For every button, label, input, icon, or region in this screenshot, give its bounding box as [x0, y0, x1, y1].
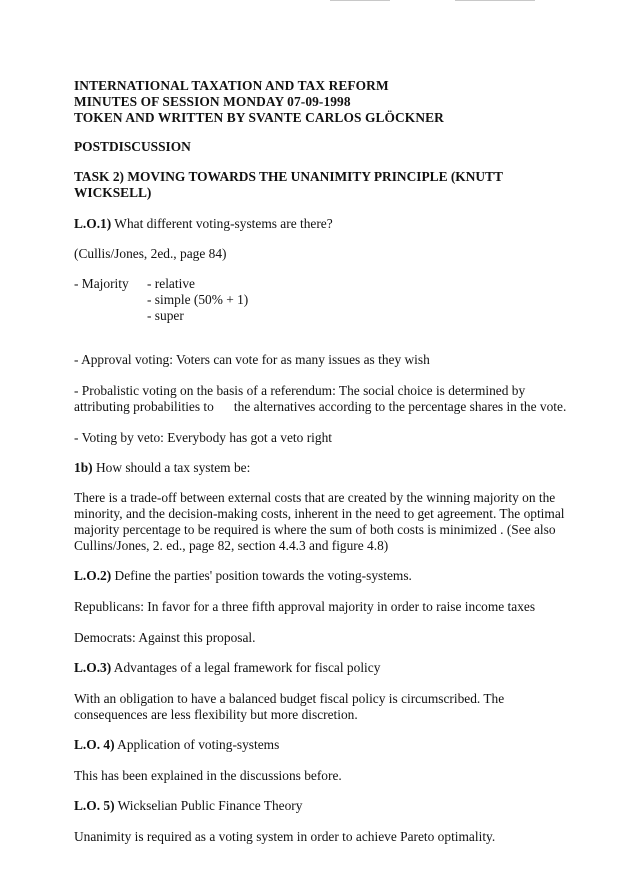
- probabilistic-line-1: - Probalistic voting on the basis of a referendum: The social choice is determined by: [74, 383, 526, 398]
- document-header: [74, 78, 574, 126]
- majority-item-super: - super: [147, 308, 184, 323]
- lo5-answer: Unanimity is required as a voting system in order to achieve Pareto optimality.: [74, 829, 496, 844]
- lo3-question: Advantages of a legal framework for fiscal policy: [111, 660, 381, 675]
- b1-answer-line-1: There is a trade-off between external costs that are created by the winning majority on the: [74, 490, 556, 505]
- veto-voting: - Voting by veto: Everybody has got a veto right: [74, 430, 332, 445]
- scan-artifact-line: [455, 0, 535, 1]
- lo5-question: Wickselian Public Finance Theory: [114, 798, 303, 813]
- header-author: TOKEN AND WRITTEN BY SVANTE CARLOS GLÖCKNER: [74, 110, 444, 125]
- section-title: POSTDISCUSSION: [74, 139, 191, 154]
- lo3-label: L.O.3): [74, 660, 112, 675]
- lo2-question: Define the parties' position towards the voting-systems.: [111, 568, 412, 583]
- lo3-heading: [74, 660, 574, 676]
- scan-artifact-line: [330, 0, 390, 1]
- header-session: MINUTES OF SESSION MONDAY 07-09-1998: [74, 94, 351, 109]
- b1-answer-line-4: Cullins/Jones, 2. ed., page 82, section 4.4.3 and figure 4.8): [74, 538, 389, 553]
- lo1-reference: (Cullis/Jones, 2ed., page 84): [74, 246, 227, 261]
- lo3-answer-line-1: With an obligation to have a balanced budget fiscal policy is circumscribed. The: [74, 691, 505, 706]
- lo5-heading: [74, 798, 574, 814]
- b1-answer: [74, 490, 634, 554]
- lo5-label: L.O. 5): [74, 798, 115, 813]
- b1-heading: [74, 460, 574, 476]
- lo4-label: L.O. 4): [74, 737, 115, 752]
- lo4-answer: This has been explained in the discussions before.: [74, 768, 342, 783]
- lo4-heading: [74, 737, 574, 753]
- lo3-answer-line-2: consequences are less flexibility but more discretion.: [74, 707, 358, 722]
- approval-voting: - Approval voting: Voters can vote for as many issues as they wish: [74, 352, 430, 367]
- majority-label: - Majority: [74, 276, 129, 291]
- b1-label: 1b): [74, 460, 93, 475]
- lo1-label: L.O.1): [74, 216, 112, 231]
- lo2-label: L.O.2): [74, 568, 112, 583]
- probabilistic-voting: [74, 383, 634, 415]
- lo3-answer: [74, 691, 634, 723]
- b1-answer-line-3: majority percentage to be required is where the sum of both costs is minimized . (See also: [74, 522, 556, 537]
- lo2-heading: [74, 568, 574, 584]
- probabilistic-line-2: attributing probabilities to the alternatives according to the percentage shares in the vote.: [74, 399, 567, 414]
- majority-item-relative: - relative: [147, 276, 195, 291]
- b1-answer-line-2: minority, and the decision-making costs, inherent in the need to get agreement. The optimal: [74, 506, 565, 521]
- lo2-republicans: Republicans: In favor for a three fifth approval majority in order to raise income taxes: [74, 599, 536, 614]
- task-title: TASK 2) MOVING TOWARDS THE UNANIMITY PRINCIPLE (KNUTT WICKSELL): [74, 169, 503, 200]
- header-course-title: INTERNATIONAL TAXATION AND TAX REFORM: [74, 78, 389, 93]
- lo2-democrats: Democrats: Against this proposal.: [74, 630, 256, 645]
- lo1-question: What different voting-systems are there?: [111, 216, 333, 231]
- b1-question: How should a tax system be:: [92, 460, 251, 475]
- lo4-question: Application of voting-systems: [114, 737, 280, 752]
- majority-item-simple: - simple (50% + 1): [147, 292, 249, 307]
- lo1-heading: [74, 216, 574, 232]
